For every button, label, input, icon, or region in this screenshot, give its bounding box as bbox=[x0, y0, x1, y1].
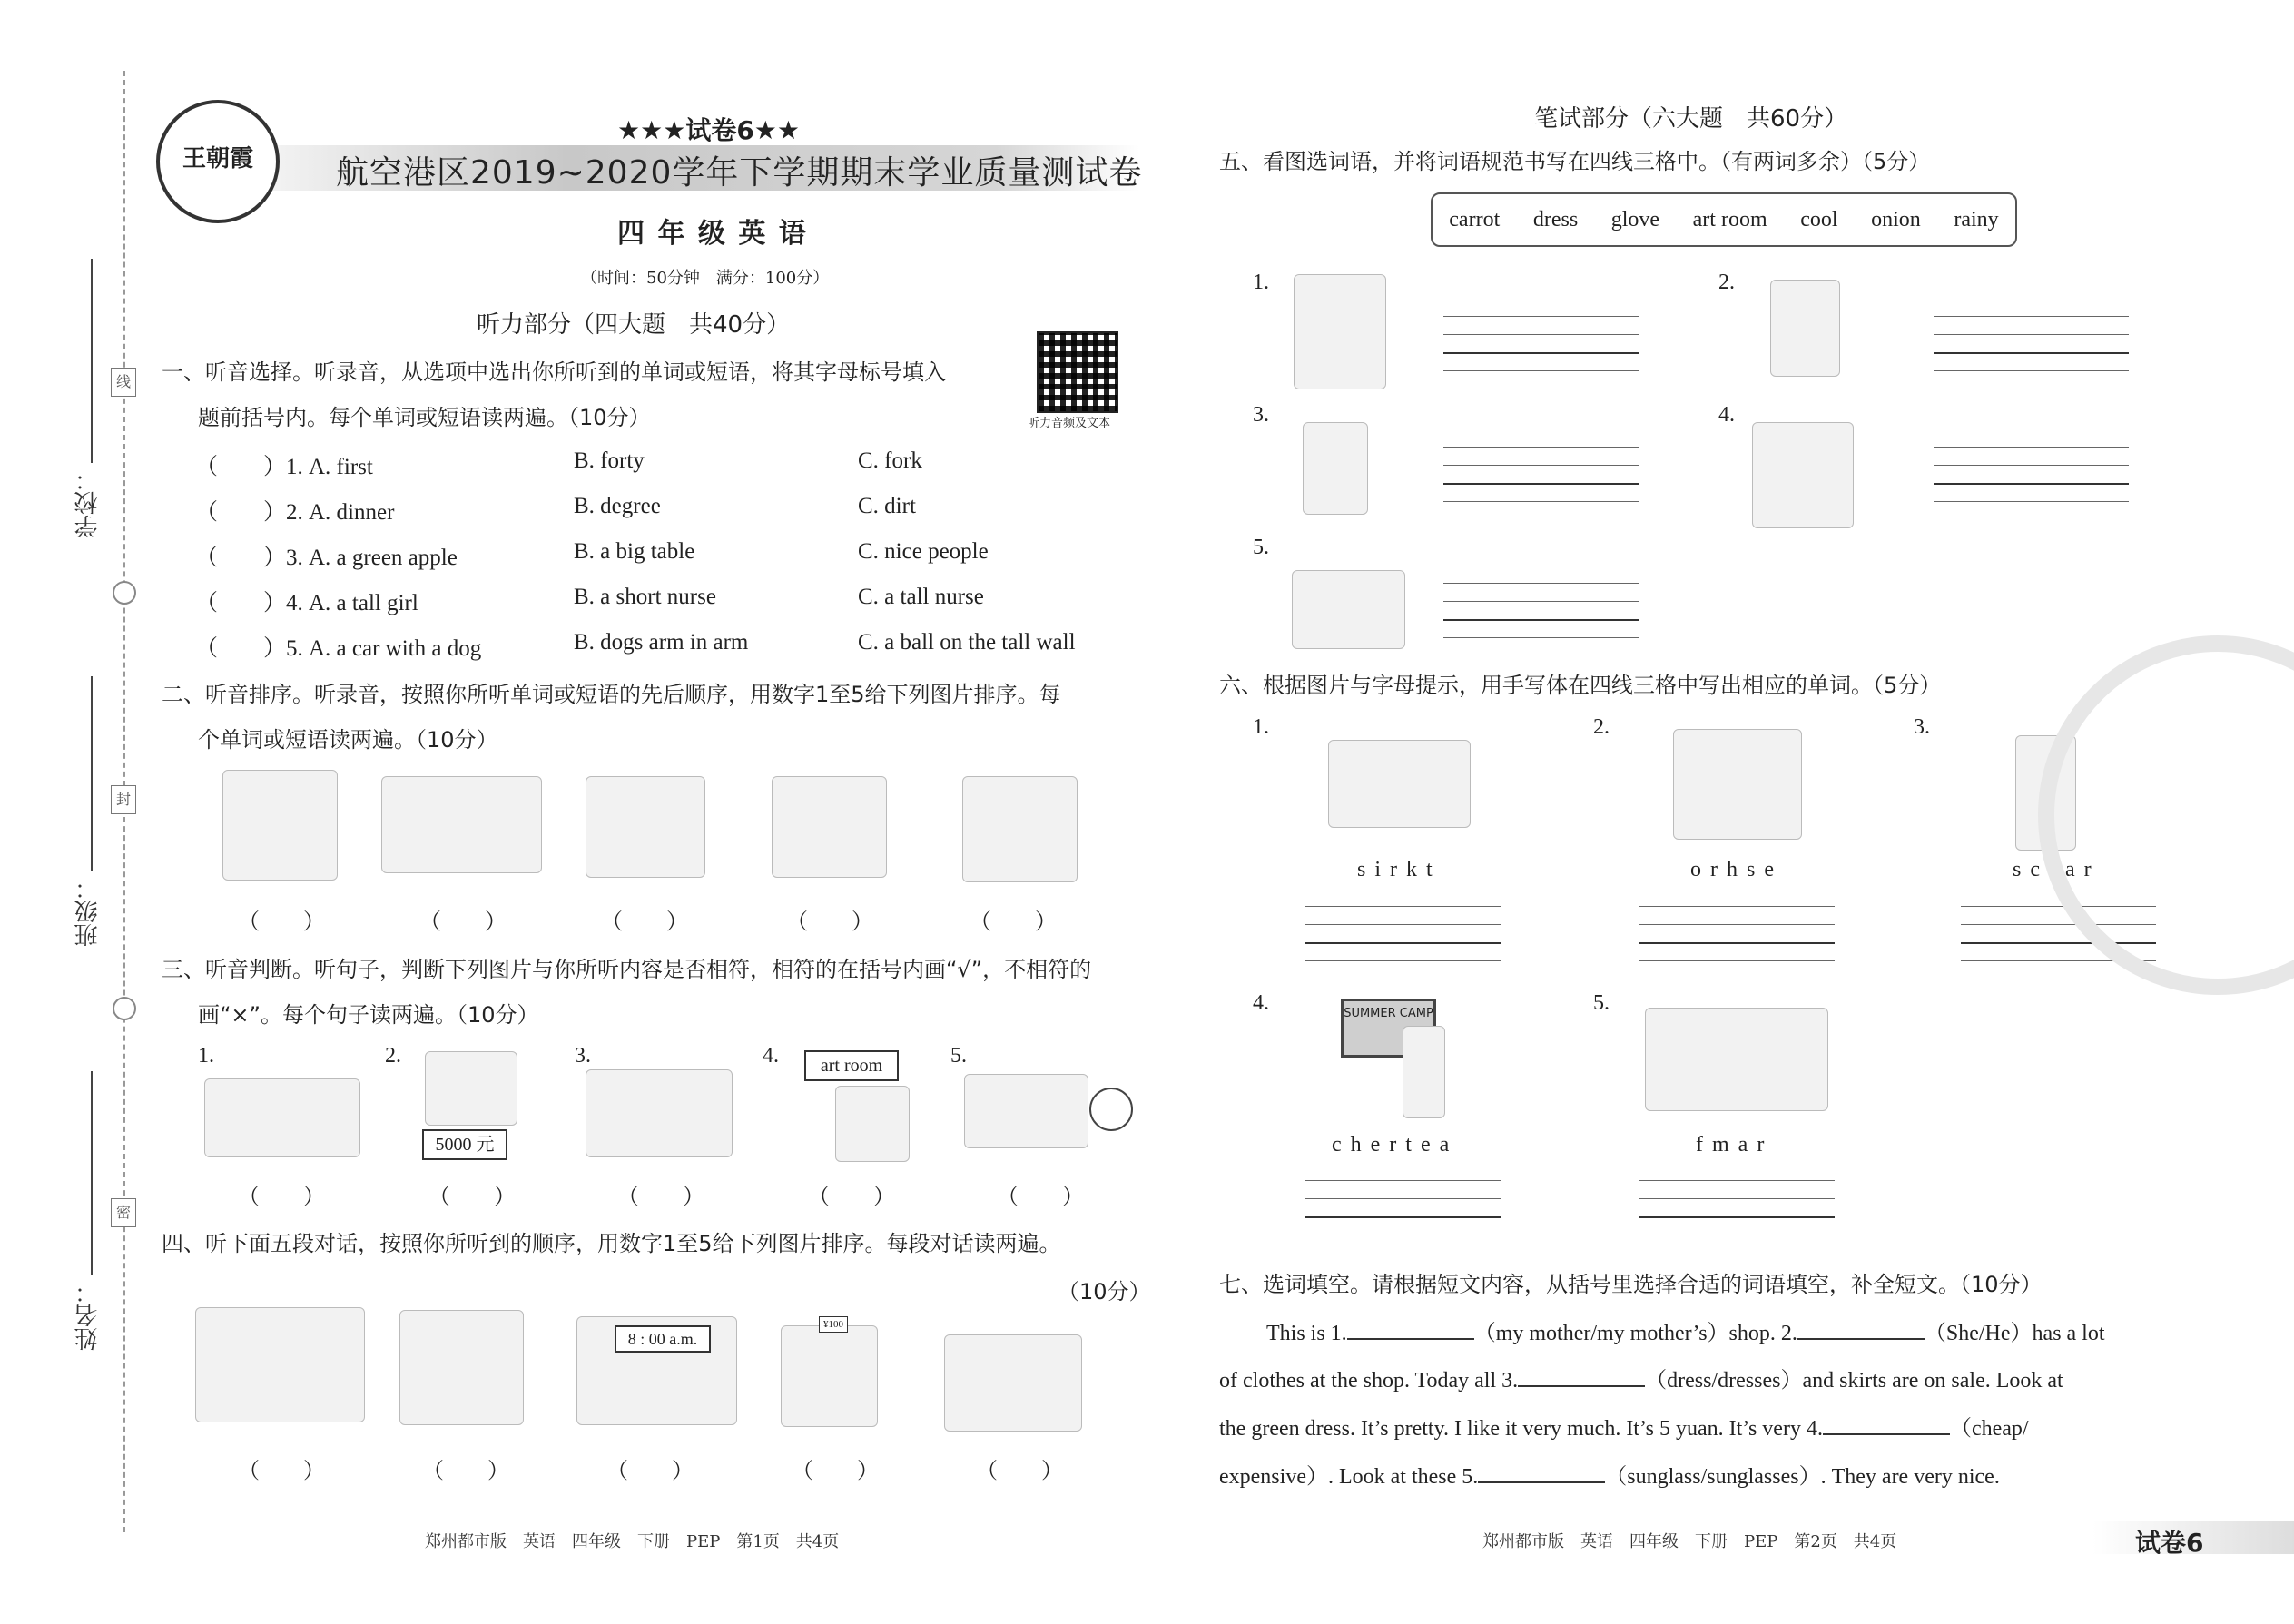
word-option: glove bbox=[1610, 207, 1660, 231]
sweater-picture bbox=[425, 1051, 517, 1126]
q3-instruction-line1: 三、听音判断。听句子，判断下列图片与你所听内容是否相符，相符的在括号内画“√”，不相符的 bbox=[162, 957, 1092, 982]
glove-picture bbox=[1303, 422, 1368, 515]
cloze-blank-2[interactable] bbox=[1797, 1320, 1925, 1340]
q1-item-a: （ ）1. A. first bbox=[195, 455, 373, 479]
q7-instruction: 七、选词填空。请根据短文内容，从括号里选择合适的词语填空，补全短文。（10分） bbox=[1219, 1272, 2043, 1297]
word-option: onion bbox=[1871, 207, 1921, 231]
q3-answer-paren[interactable]: （ ） bbox=[428, 1186, 516, 1209]
four-line-grid[interactable] bbox=[1639, 906, 1835, 962]
q3-number: 3. bbox=[575, 1044, 591, 1068]
q2-answer-paren[interactable]: （ ） bbox=[970, 910, 1057, 934]
q4-answer-paren[interactable]: （ ） bbox=[422, 1460, 509, 1483]
clothes-shop-picture bbox=[781, 1325, 878, 1427]
farm-picture bbox=[1645, 1008, 1828, 1111]
art-room-picture bbox=[1292, 570, 1405, 649]
q6-number: 2. bbox=[1593, 715, 1610, 739]
q4-answer-paren[interactable]: （ ） bbox=[606, 1460, 694, 1483]
four-line-grid[interactable] bbox=[1934, 447, 2129, 503]
q1-item-b: B. dogs arm in arm bbox=[574, 630, 749, 655]
q6-number: 1. bbox=[1253, 715, 1269, 739]
four-line-grid[interactable] bbox=[1305, 1180, 1501, 1236]
binding-mark-line: 线 bbox=[111, 368, 136, 397]
q6-hint: s i r k t bbox=[1357, 858, 1434, 881]
class-label: 班级： bbox=[74, 876, 102, 947]
hen-picture bbox=[962, 776, 1078, 882]
cloze-blank-4[interactable] bbox=[1823, 1415, 1950, 1435]
four-line-grid[interactable] bbox=[1443, 583, 1639, 639]
q2-instruction-line1: 二、听音排序。听录音，按照你所听单词或短语的先后顺序，用数字1至5给下列图片排序。每 bbox=[162, 682, 1061, 707]
q2-answer-paren[interactable]: （ ） bbox=[419, 910, 507, 934]
writing-heading: 笔试部分（六大题 共60分） bbox=[1534, 105, 1848, 133]
door-picture bbox=[835, 1086, 910, 1162]
word-option: rainy bbox=[1954, 207, 1999, 231]
q6-number: 3. bbox=[1914, 715, 1930, 739]
qr-code-icon[interactable] bbox=[1037, 331, 1118, 413]
q1-item-c: C. nice people bbox=[858, 539, 989, 564]
q4-answer-paren[interactable]: （ ） bbox=[238, 1460, 325, 1483]
time-info: （时间：50分钟 满分：100分） bbox=[581, 269, 830, 288]
umbrella-picture bbox=[204, 1078, 360, 1157]
q4-answer-paren[interactable]: （ ） bbox=[976, 1460, 1063, 1483]
listening-heading: 听力部分（四大题 共40分） bbox=[477, 311, 791, 339]
price-tag: 5000 元 bbox=[422, 1129, 507, 1160]
four-line-grid[interactable] bbox=[1443, 316, 1639, 372]
page-footer-left: 郑州都市版 英语 四年级 下册 PEP 第1页 共4页 bbox=[425, 1532, 840, 1551]
school-field[interactable] bbox=[91, 259, 93, 463]
cloze-line-3: the green dress. It’s pretty. I like it very much. It’s 5 yuan. It’s very 4. （cheap/ bbox=[1219, 1417, 2029, 1441]
brand-logo: 王朝霞 bbox=[156, 100, 280, 223]
q3-answer-paren[interactable]: （ ） bbox=[238, 1186, 325, 1209]
farm-fence-picture bbox=[399, 1310, 524, 1425]
four-line-grid[interactable] bbox=[1934, 316, 2129, 372]
teacher-picture bbox=[1403, 1026, 1445, 1118]
q5-number: 5. bbox=[1253, 536, 1269, 559]
name-label: 姓名： bbox=[74, 1280, 102, 1351]
q3-number: 5. bbox=[950, 1044, 967, 1068]
q3-answer-paren[interactable]: （ ） bbox=[997, 1186, 1084, 1209]
q5-number: 2. bbox=[1718, 271, 1735, 294]
class-field[interactable] bbox=[91, 676, 93, 871]
q3-number: 4. bbox=[763, 1044, 779, 1068]
q6-hint: s c f a r bbox=[2013, 858, 2093, 881]
q5-instruction: 五、看图选词语，并将词语规范书写在四线三格中。（有两词多余）（5分） bbox=[1219, 149, 1931, 174]
binding-mark-secret: 密 bbox=[111, 1198, 136, 1227]
q1-item-a: （ ）3. A. a green apple bbox=[195, 546, 458, 570]
q5-number: 4. bbox=[1718, 403, 1735, 427]
q1-instruction-line1: 一、听音选择。听录音，从选项中选出你所听到的单词或短语，将其字母标号填入 bbox=[162, 359, 946, 385]
q1-item-c: C. a tall nurse bbox=[858, 585, 984, 609]
computer-room-picture bbox=[381, 776, 542, 873]
q4-answer-paren[interactable]: （ ） bbox=[792, 1460, 879, 1483]
qr-caption: 听力音频及文本 bbox=[1028, 417, 1111, 430]
cloze-blank-3[interactable] bbox=[1518, 1367, 1645, 1387]
q1-item-b: B. a big table bbox=[574, 539, 695, 564]
q1-item-c: C. dirt bbox=[858, 494, 916, 518]
jacket-picture bbox=[222, 770, 338, 881]
q1-instruction-line2: 题前括号内。每个单词或短语读两遍。（10分） bbox=[198, 405, 651, 430]
q1-item-c: C. a ball on the tall wall bbox=[858, 630, 1076, 655]
q3-answer-paren[interactable]: （ ） bbox=[617, 1186, 704, 1209]
page-footer-right: 郑州都市版 英语 四年级 下册 PEP 第2页 共4页 bbox=[1482, 1532, 1897, 1551]
classroom-clock-board: 8 : 00 a.m. bbox=[615, 1325, 711, 1353]
summer-camp-board: SUMMER CAMP bbox=[1341, 999, 1436, 1058]
q2-answer-paren[interactable]: （ ） bbox=[601, 910, 688, 934]
garden-picture bbox=[586, 1069, 733, 1157]
q5-number: 3. bbox=[1253, 403, 1269, 427]
art-room-sign: art room bbox=[804, 1050, 899, 1081]
four-line-grid[interactable] bbox=[1305, 906, 1501, 962]
q6-number: 5. bbox=[1593, 991, 1610, 1015]
series-label: ★★★试卷6★★ bbox=[617, 115, 800, 145]
dress-picture bbox=[1294, 274, 1386, 389]
clock-icon bbox=[1089, 1088, 1133, 1131]
q1-item-b: B. degree bbox=[574, 494, 661, 518]
cloze-line-1: This is 1. （my mother/my mother’s）shop. 2. （She/He）has a lot bbox=[1266, 1322, 2105, 1345]
word-option: cool bbox=[1800, 207, 1838, 231]
q6-hint: c h e r t e a bbox=[1332, 1133, 1452, 1156]
binding-hole-icon bbox=[113, 997, 136, 1020]
binding-mark-seal: 封 bbox=[111, 785, 136, 814]
cloze-blank-1[interactable] bbox=[1347, 1320, 1474, 1340]
q2-answer-paren[interactable]: （ ） bbox=[786, 910, 873, 934]
q6-hint: f m a r bbox=[1696, 1133, 1767, 1156]
name-field[interactable] bbox=[91, 1071, 93, 1275]
four-line-grid[interactable] bbox=[1639, 1180, 1835, 1236]
q5-number: 1. bbox=[1253, 271, 1269, 294]
q4-score: （10分） bbox=[1058, 1279, 1151, 1304]
carrot-picture bbox=[1770, 280, 1840, 377]
q3-number: 2. bbox=[385, 1044, 401, 1068]
word-option: art room bbox=[1692, 207, 1767, 231]
music-class-picture bbox=[586, 776, 705, 878]
q1-item-b: B. forty bbox=[574, 448, 645, 473]
q6-number: 4. bbox=[1253, 991, 1269, 1015]
picnic-picture bbox=[944, 1334, 1082, 1432]
q2-answer-paren[interactable]: （ ） bbox=[238, 910, 325, 934]
word-option: dress bbox=[1532, 207, 1579, 231]
word-option: carrot bbox=[1449, 207, 1501, 231]
binding-hole-icon bbox=[113, 581, 136, 605]
q1-item-a: （ ）4. A. a tall girl bbox=[195, 591, 418, 615]
cloze-blank-5[interactable] bbox=[1478, 1463, 1605, 1483]
subject-title: 四 年 级 英 语 bbox=[617, 218, 808, 250]
q3-answer-paren[interactable]: （ ） bbox=[808, 1186, 895, 1209]
four-line-grid[interactable] bbox=[1443, 447, 1639, 503]
exam-title: 航空港区2019~2020学年下学期期末学业质量测试卷 bbox=[336, 154, 1143, 192]
q6-hint: o r h s e bbox=[1690, 858, 1776, 881]
q2-instruction-line2: 个单词或短语读两遍。（10分） bbox=[198, 727, 498, 753]
horse-picture bbox=[1673, 729, 1802, 840]
q5-word-box bbox=[1431, 192, 2017, 247]
q1-item-b: B. a short nurse bbox=[574, 585, 716, 609]
cloze-line-4: expensive）. Look at these 5. （sunglass/sunglasses）. They are very nice. bbox=[1219, 1465, 2000, 1489]
q4-instruction: 四、听下面五段对话，按照你所听到的顺序，用数字1至5给下列图片排序。每段对话读两遍。 bbox=[162, 1231, 1061, 1256]
fan-cat-picture bbox=[1752, 422, 1854, 528]
q3-instruction-line2: 画“×”。每个句子读两遍。（10分） bbox=[198, 1002, 539, 1028]
footer-tag: 试卷6 bbox=[2135, 1528, 2204, 1558]
snowy-child-picture bbox=[772, 776, 887, 878]
phone-call-picture bbox=[195, 1307, 365, 1422]
q1-item-a: （ ）5. A. a car with a dog bbox=[195, 636, 482, 661]
skirt-picture bbox=[1328, 740, 1471, 828]
school-label: 学校： bbox=[74, 468, 102, 538]
cloze-line-2: of clothes at the shop. Today all 3. （dress/dresses）and skirts are on sale. Look at bbox=[1219, 1369, 2063, 1393]
q6-instruction: 六、根据图片与字母提示，用手写体在四线三格中写出相应的单词。（5分） bbox=[1219, 673, 1942, 698]
q1-item-c: C. fork bbox=[858, 448, 922, 473]
q3-number: 1. bbox=[198, 1044, 214, 1068]
shop-price-sign: ¥100 bbox=[819, 1316, 848, 1333]
lunch-tray-picture bbox=[964, 1074, 1088, 1148]
q1-item-a: （ ）2. A. dinner bbox=[195, 500, 395, 525]
